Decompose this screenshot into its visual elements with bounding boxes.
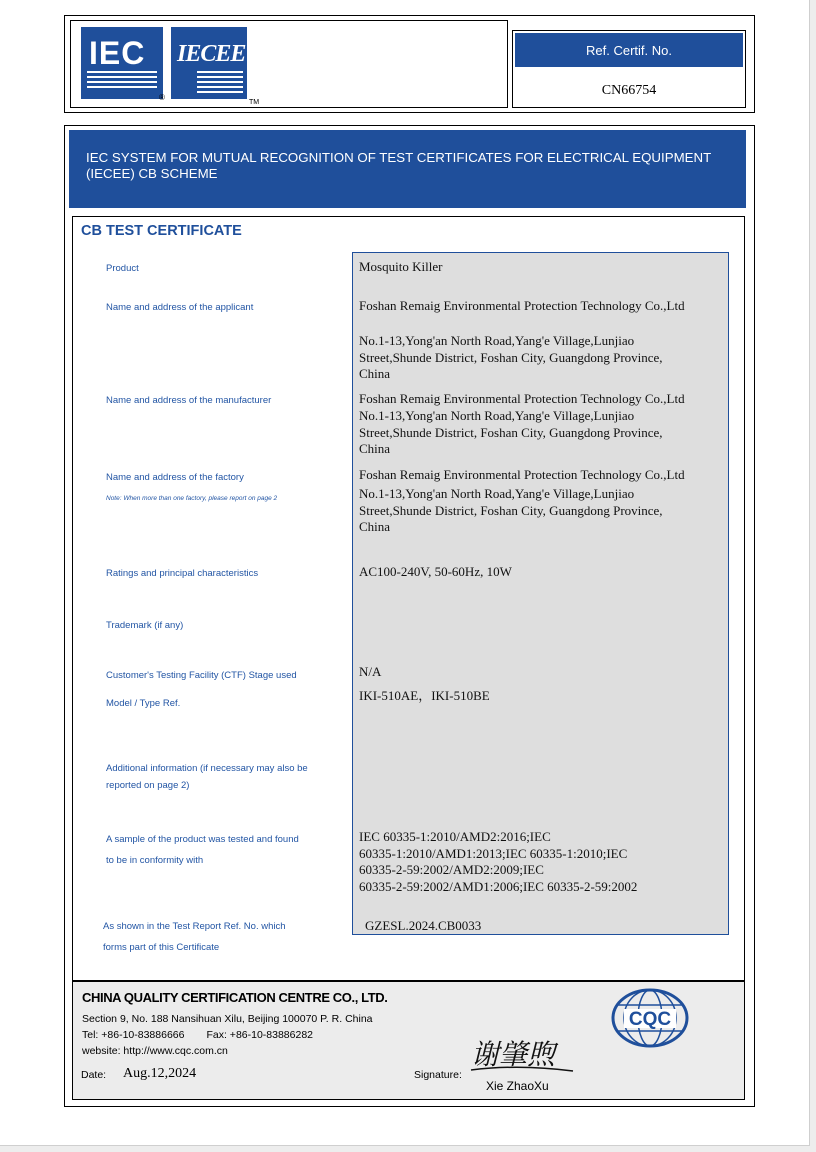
issuer-website: website: http://www.cqc.com.cn (82, 1045, 228, 1057)
address-line: China (359, 366, 391, 381)
label-additional-info: Additional information (if necessary may also be reported on page 2) (106, 763, 308, 791)
registered-mark: ® (159, 93, 165, 102)
standard-line: 60335-2-59:2002/AMD2:2009;IEC (359, 862, 544, 877)
signature-label: Signature: (414, 1069, 462, 1081)
iec-logo (81, 27, 163, 99)
ref-label: Ref. Certif. No. (515, 33, 743, 67)
label-report-line2: forms part of this Certificate (103, 942, 220, 953)
iecee-logo (171, 27, 247, 99)
issuer-address: Section 9, No. 188 Nansihuan Xilu, Beijing 100070 P. R. China (82, 1013, 373, 1025)
issuer-name: CHINA QUALITY CERTIFICATION CENTRE CO., LTD. (82, 990, 388, 1005)
address-line: No.1-13,Yong'an North Road,Yang'e Village,Lunjiao (359, 333, 635, 348)
value-manufacturer-address (359, 408, 663, 458)
scheme-banner (69, 130, 746, 208)
svg-text:谢肇煦: 谢肇煦 (471, 1038, 556, 1071)
label-ratings: Ratings and principal characteristics (106, 568, 259, 579)
value-report-ref: GZESL.2024.CB0033 (365, 918, 482, 933)
label-sample-line2: to be in conformity with (106, 855, 204, 866)
standard-line: 60335-2-59:2002/AMD1:2006;IEC 60335-2-59:2002 (359, 878, 638, 894)
value-manufacturer-name: Foshan Remaig Environmental Protection Technology Co.,Ltd (359, 391, 685, 406)
issuer-fax: Fax: +86-10-83886282 (206, 1029, 314, 1041)
issuer-phone: Tel: +86-10-83886666 (82, 1029, 185, 1041)
label-report-line1: As shown in the Test Report Ref. No. which (103, 921, 286, 932)
date-label: Date: (81, 1069, 107, 1081)
label-factory-note: Note: When more than one factory, please report on page 2 (106, 495, 278, 502)
certificate-header (64, 15, 755, 113)
standard-line: 60335-1:2010/AMD1:2013;IEC 60335-1:2010;IEC (359, 845, 628, 861)
ref-certificate-box (512, 30, 746, 108)
label-trademark: Trademark (if any) (106, 620, 184, 631)
value-ctf-stage: N/A (359, 664, 382, 679)
label-ctf-stage: Customer's Testing Facility (CTF) Stage used (106, 670, 297, 681)
address-line: Street,Shunde District, Foshan City, Guangdong Province, (359, 424, 663, 440)
label-product: Product (106, 263, 139, 274)
cqc-logo (610, 987, 690, 1049)
handwritten-signature (469, 1034, 579, 1074)
label-factory: Name and address of the factory (106, 472, 244, 483)
value-ratings: AC100-240V, 50-60Hz, 10W (359, 564, 512, 579)
iec-logo-text: IEC (89, 35, 146, 71)
label-model: Model / Type Ref. (106, 698, 181, 709)
address-line: China (359, 519, 391, 534)
label-applicant: Name and address of the applicant (106, 302, 254, 313)
issuer-contact (82, 1029, 313, 1041)
trademark-mark: TM (249, 99, 260, 106)
iecee-logo-text: IECEE (177, 41, 246, 67)
issue-date: Aug.12,2024 (123, 1066, 197, 1081)
certificate-body (64, 125, 755, 1107)
address-line: Street,Shunde District, Foshan City, Guangdong Province, (359, 349, 663, 365)
value-standards (359, 829, 637, 895)
cb-certificate-section (72, 216, 745, 981)
ref-number: CN66754 (601, 83, 657, 98)
iecee-logo-stripes (197, 71, 243, 95)
value-model: IKI-510AE，IKI-510BE (359, 688, 490, 703)
scheme-banner-text: IEC SYSTEM FOR MUTUAL RECOGNITION OF TEST CERTIFICATES FOR ELECTRICAL EQUIPMENT (IECEE) CB SCHEME (86, 150, 712, 181)
address-line: No.1-13,Yong'an North Road,Yang'e Village,Lunjiao (359, 408, 635, 423)
svg-text:CQC: CQC (628, 1009, 672, 1030)
address-line: Street,Shunde District, Foshan City, Guangdong Province, (359, 502, 663, 518)
label-manufacturer: Name and address of the manufacturer (106, 395, 272, 406)
standard-line: IEC 60335-1:2010/AMD2:2016;IEC (359, 829, 551, 844)
value-product: Mosquito Killer (359, 259, 443, 274)
address-line: China (359, 441, 391, 456)
label-sample-line1: A sample of the product was tested and found (106, 834, 299, 845)
value-applicant-address (359, 333, 663, 383)
logo-area (70, 20, 508, 108)
address-line: No.1-13,Yong'an North Road,Yang'e Village,Lunjiao (359, 486, 635, 501)
iec-logo-stripes (87, 71, 157, 91)
value-applicant-name: Foshan Remaig Environmental Protection Technology Co.,Ltd (359, 298, 685, 313)
value-factory-name: Foshan Remaig Environmental Protection Technology Co.,Ltd (359, 467, 685, 482)
signer-name: Xie ZhaoXu (486, 1079, 549, 1093)
value-factory-address (359, 486, 663, 536)
issuer-footer (72, 981, 745, 1100)
certificate-title: CB TEST CERTIFICATE (81, 223, 242, 239)
